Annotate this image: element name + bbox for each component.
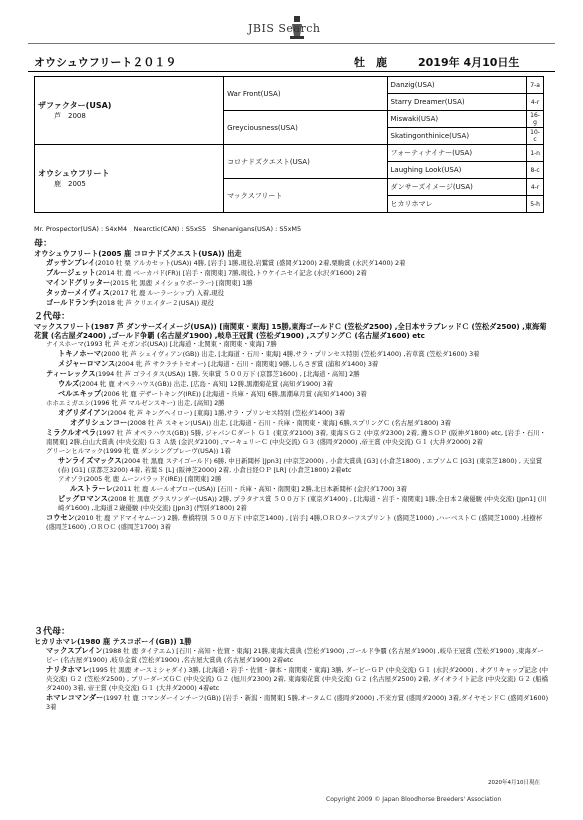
offspring-entry: [34, 665, 549, 693]
horse-link[interactable]: ホホエミガエシ: [46, 399, 91, 407]
entry-record: (2004 牡 黒鹿 ステイゴールド) 6勝, 中日新聞杯 [Jpn3] (中京芝2000) , 小倉大賞典 [G3] (小倉芝1800) , エプソムＣ [G3] (東京芝1800) , 天皇賞(春) [G1] (京都芝3200) 4着, 若葉Ｓ [L] (阪神芝2000) 2着, 小倉日経ＯＰ [LR] (小倉芝1800) 2着etc: [58, 457, 543, 474]
entry-record: (2004 牝 芦 サクラチトセオー) [北海道・石川・南関東] 9勝,しらさぎ賞 (浦和ダ1400) 3着: [115, 360, 379, 368]
g3-cell-5[interactable]: Laughing Look(USA): [387, 162, 527, 179]
sire-sire-cell[interactable]: War Front(USA): [224, 77, 387, 111]
horse-link[interactable]: オグリシュンコー: [70, 418, 128, 427]
offspring-entry: [34, 693, 549, 712]
offspring-entry: [34, 288, 549, 298]
copyright: Copyright 2009 © Japan Bloodhorse Breeders' Association: [326, 796, 502, 803]
entry-record: (1980 鹿 テスコボーイ(GB)) 1勝: [77, 637, 192, 646]
horse-link[interactable]: トキノホーマ: [58, 349, 101, 358]
section-heading: ２代母：: [34, 312, 71, 322]
horse-name: オウシュウフリート２０１９: [34, 56, 177, 69]
horse-link[interactable]: ナリタホマレ: [46, 665, 90, 674]
dam-sire-cell[interactable]: コロナドズクエスト(USA): [224, 145, 387, 179]
family-number: 8-c: [527, 162, 544, 179]
entry-record: (2008 牡 黒鹿 グラスワンダー(USA)) 2勝, プラタナス賞 ５００万下 (東京ダ1400) , [北海道・岩手・南関東] 1勝,全日本２歳優駿 (中央交流) [Jpn1] (川崎ダ1600) ,北海道２歳優駿 (中央交流) [Jpn3] (門別ダ1800) 2着: [58, 495, 547, 512]
offspring-entry: [34, 322, 549, 340]
entry-record: (2010 牡 栗 アルカセット(USA)) 4勝, [岩手] 1勝,現役,岩鷲賞 (盛岡ダ1200) 2着,栗駒賞 (水沢ダ1400) 2着: [95, 259, 406, 267]
g3-cell-4[interactable]: フォーティナイナー(USA): [387, 145, 527, 162]
horse-link[interactable]: ナイスホーマ: [46, 340, 84, 348]
offspring-entry: [34, 637, 549, 646]
horse-link[interactable]: ルストラーレ: [70, 484, 113, 493]
horse-link[interactable]: メジャーロマンス: [58, 359, 116, 368]
entry-record: (1995 牡 黒鹿 オースミシャダイ) 3勝, [北海道・岩手・佐賀・御本・南関東・東海] 3勝, ダービーＧＰ (中央交流) Ｇ１ (水沢ダ2000) , オグリキャップ記念 (中央交流) Ｇ２ (笠松ダ2500) , ブリーダーズＧＣ (中央交流) Ｇ２ (旭川ダ2300) 2着, 東海菊花賞 (中央交流) Ｇ２ (名古屋ダ2500) 2着, ダイオライト記念 (中央交流) Ｇ２ (船橋ダ2400) 3着, 帝王賞 (中央交流) Ｇ１ (大井ダ2000) 4着etc: [46, 666, 549, 692]
g3-cell-3[interactable]: Skatingonthinice(USA): [387, 128, 527, 145]
header-divider: [28, 43, 555, 44]
horse-link[interactable]: グリーンヒルマック: [46, 447, 104, 455]
jbis-logo[interactable]: [0, 8, 583, 42]
family-number: 1-n: [527, 145, 544, 162]
g3-cell-1[interactable]: Starry Dreamer(USA): [387, 94, 527, 111]
entry-record: (2005 牝 鹿 ムーンパラッド(IRE)) [南関東] 2勝: [83, 475, 222, 483]
entry-record: (2017 牝 鹿 ルーラーシップ) 入着,現役: [109, 289, 224, 297]
horse-link[interactable]: ガッサンプレイ: [46, 258, 96, 267]
entry-record: (1987 芦 ダンサーズイメージ(USA)) [南関東・東海] 15勝,東海ゴールドＣ (笠松ダ2500) ,全日本サラブレッドＣ (笠松ダ2500) ,東海菊花賞 (名古屋ダ2400) ,ゴールド争覇 (名古屋ダ1900) ,岐阜王冠賞 (笠松ダ1900) ,スプリングＣ (名古屋ダ1600) etc: [34, 322, 547, 340]
horse-link[interactable]: ティーレックス: [46, 369, 96, 378]
offspring-entry: [34, 418, 549, 428]
offspring-entry: [34, 456, 549, 475]
entry-record: (2015 牝 黒鹿 メイショウボーラー) [南関東] 1勝: [110, 279, 253, 287]
offspring-entry: [34, 268, 549, 278]
entry-record: (2004 牝 鹿 オペラハウス(GB)) 出走, [広島・高知] 12勝,黒潮菊花賞 (高知ダ1900) 3着: [79, 380, 334, 388]
dam-detail: 鹿 2005: [54, 180, 86, 188]
family-number: 10-c: [527, 128, 544, 145]
second-dam-lines: [34, 322, 549, 532]
title-divider: [28, 71, 555, 72]
entry-record: (2000 牝 芦 シェイヴィアン(GB)) 出走, [北海道・石川・東海] 4勝,サラ・プリンセス特別 (笠松ダ1400) ,若草賞 (笠松ダ1600) 3着: [100, 350, 480, 358]
entry-record: (1994 牡 芦 ゴライタス(USA)) 1勝, 矢車賞 ５００万下 (京都芝1600) , [北海道・高知] 2勝: [95, 370, 360, 378]
entry-record: (1993 牝 芦 モガンボ(USA)) [北海道・北関東・南関東・東海] 7勝: [83, 340, 277, 348]
offspring-entry: [34, 494, 549, 513]
horse-link[interactable]: サンライズマックス: [58, 456, 122, 465]
inbreeding-note: Mr. Prospector(USA) : S4xM4 Nearctic(CAN) : S5xS5 Shenanigans(USA) : S5xM5: [34, 225, 302, 233]
horse-link[interactable]: オグリダイアン: [58, 408, 108, 417]
horse-link[interactable]: マインドグリッター: [46, 278, 111, 287]
entry-record: (2014 牡 鹿 ベーカバド(FR)) [岩手・南関東] 7勝,現役,トウケイニセイ記念 (水沢ダ1600) 2着: [95, 269, 367, 277]
offspring-entry: [34, 399, 549, 408]
entry-record: (2008 牡 芦 スキャン(USA)) 出走, [北海道・石川・兵庫・南関東・東海] 6勝,スプリングＣ (名古屋ダ1800) 3着: [127, 419, 452, 427]
as-of-date: 2020年4月10日現在: [488, 780, 540, 786]
horse-link[interactable]: コウセン: [46, 513, 75, 522]
offspring-entry: [34, 249, 549, 258]
sire-name: ザファクター(USA): [38, 101, 112, 110]
offspring-entry: [34, 369, 549, 379]
horse-link[interactable]: ブルージェット: [46, 268, 96, 277]
horse-sex-color: 牡 鹿: [354, 56, 387, 69]
offspring-entry: [34, 475, 549, 484]
offspring-entry: [34, 340, 549, 349]
family-number: 16-g: [527, 111, 544, 128]
horse-link[interactable]: マックスプレイン: [46, 646, 103, 655]
dam-section: [34, 240, 549, 308]
pedigree-table: [34, 76, 544, 213]
section-heading: ３代母：: [34, 627, 71, 637]
dam-name: オウシュウフリート: [38, 169, 110, 178]
family-number: 4-r: [527, 179, 544, 196]
g3-cell-6[interactable]: ダンサーズイメージ(USA): [387, 179, 527, 196]
offspring-entry: [34, 258, 549, 268]
logo-text: JBIS Search: [248, 22, 321, 35]
horse-link[interactable]: ホマレコマンダー: [46, 693, 104, 702]
horse-link[interactable]: アオゾラ: [58, 475, 84, 483]
offspring-entry: [34, 408, 549, 418]
family-number: 5-h: [527, 196, 544, 213]
entry-record: (2018 牝 芦 クリエイター２(USA)) 現役: [96, 299, 214, 307]
horse-link[interactable]: ミラクルオペラ: [46, 428, 97, 437]
horse-link[interactable]: ビッグロマンス: [58, 494, 108, 503]
horse-link[interactable]: オウシュウフリート: [34, 249, 99, 258]
family-number: 4-r: [527, 94, 544, 111]
offspring-entry: [34, 379, 549, 389]
g3-cell-2[interactable]: Miswaki(USA): [387, 111, 527, 128]
horse-birth-date: 2019年 4月10日生: [418, 56, 520, 69]
offspring-entry: [34, 359, 549, 369]
offspring-entry: [34, 646, 549, 665]
third-dam-section: [34, 628, 549, 712]
second-dam-section: [34, 313, 549, 532]
horse-link[interactable]: ヒカリホマレ: [34, 637, 78, 646]
offspring-entry: [34, 484, 549, 494]
sire-detail: 芦 2008: [54, 112, 86, 120]
offspring-entry: [34, 298, 549, 308]
family-number: 7-a: [527, 77, 544, 94]
horse-link[interactable]: ウルズ: [58, 379, 80, 388]
horse-link[interactable]: タッカーメイヴィス: [46, 288, 110, 297]
entry-record: (2006 牝 鹿 デザートキング(IRE)) [北海道・兵庫・高知] 6勝,黒潮皐月賞 (高知ダ1400) 3着: [100, 390, 367, 398]
g3-cell-0[interactable]: Danzig(USA): [387, 77, 527, 94]
offspring-entry: [34, 513, 549, 532]
entry-record: (2005 鹿 コロナドズクエスト(USA)) 出走: [98, 249, 242, 258]
dam-lines: [34, 249, 549, 308]
offspring-entry: [34, 447, 549, 456]
offspring-entry: [34, 278, 549, 288]
entry-record: (2004 牝 芦 キングヘイロー) [東海] 1勝,サラ・プリンセス特別 (笠松ダ1400) 3着: [107, 409, 346, 417]
entry-record: (2011 牡 鹿 ルールオブロー(USA)) [石川・兵庫・高知・南関東] 2勝,北日本新聞杯 (金沢ダ1700) 3着: [112, 485, 408, 493]
g3-cell-7[interactable]: ヒカリホマレ: [387, 196, 527, 213]
entry-record: (1996 牝 芦 マルゼンスキー) 出走, [高知] 2勝: [90, 399, 225, 407]
title-row: [34, 54, 554, 72]
sire-cell[interactable]: [35, 77, 224, 145]
entry-record: (1997 牡 芦 オペラハウス(GB)) 5勝, ジャパンＣダート Ｇ１ (東京ダ2100) 3着, 東海ＳＧ２ (中京ダ2300) 2着, 灘ＳＯＰ (阪神ダ1800) etc, [岩手・石川・南関東] 2勝,白山大賞典 (中央交流) Ｇ３ Ａ級 (金沢ダ2100) ,マーキュリーＣ (中央交流) Ｇ３ (盛岡ダ2000) ,帝王賞 (中央交流) Ｇ１ (大井ダ2000) 2着: [46, 429, 546, 446]
section-heading: 母：: [34, 239, 53, 249]
offspring-entry: [34, 349, 549, 359]
entry-record: (2010 牡 鹿 アドマイヤムーン) 2勝, 豊橋特別 ５００万下 (中京芝1400) , [岩手] 4勝,ＯＲＯターフスプリント (盛岡芝1000) ,ハーベストＣ (盛岡芝1000) ,桂樹杯 (盛岡芝1600) ,ＯＲＯＣ (盛岡芝1700) 3着: [46, 514, 543, 531]
entry-record: (1988 牡 鹿 タイテエム) [石川・高知・佐賀・東海] 21勝,東海大賞典 (笠松ダ1900) ,ゴールド争覇 (名古屋ダ1900) ,岐阜王冠賞 (笠松ダ1900) ,東海ダービー (名古屋ダ1900) ,岐阜金賞 (笠松ダ1900) ,名古屋大賞典 (名古屋ダ1900) 2着etc: [46, 647, 544, 664]
offspring-entry: [34, 389, 549, 399]
third-dam-lines: [34, 637, 549, 712]
horse-link[interactable]: マックスフリート: [34, 322, 91, 331]
horse-link[interactable]: ベルエキップ: [58, 389, 101, 398]
offspring-entry: [34, 428, 549, 447]
dam-cell[interactable]: [35, 145, 224, 213]
sire-dam-cell[interactable]: Greyciousness(USA): [224, 111, 387, 145]
entry-record: (1999 牝 鹿 ダンシングブレーヴ(USA)) 1着: [103, 447, 231, 455]
horse-link[interactable]: ゴールドランチ: [46, 298, 97, 307]
entry-record: (1997 牡 鹿 コマンダーインチーフ(GB)) [岩手・新潟・南関東] 5勝,オータムＣ (盛岡ダ2000) ,不来方賞 (盛岡ダ2000) 3着,ダイヤモンドＣ (盛岡ダ1600) 3着: [46, 694, 549, 711]
dam-dam-cell[interactable]: マックスフリート: [224, 179, 387, 213]
